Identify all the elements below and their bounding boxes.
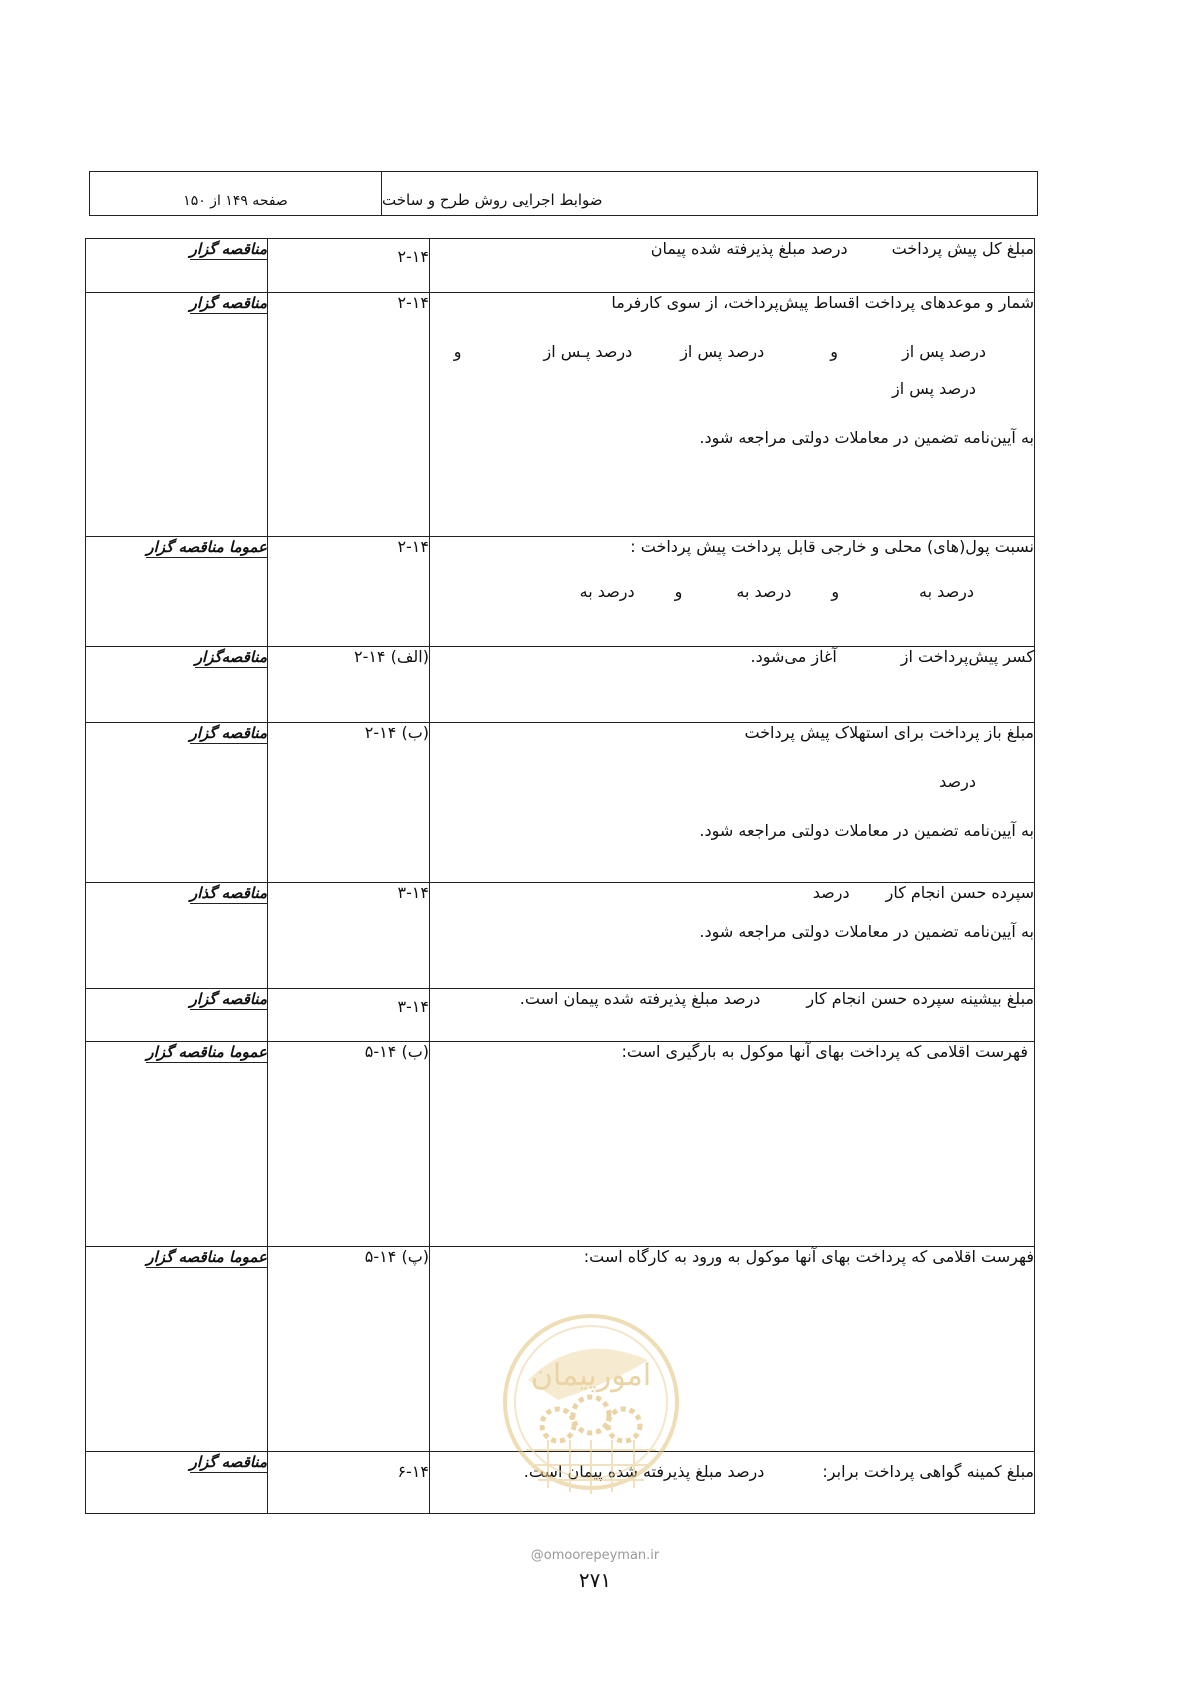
clause-ref: ۲-۱۴ xyxy=(268,293,430,537)
description-cell: سپرده حسن انجام کار درصد به آیین‌نامه تضمین در معاملات دولتی مراجعه شود. xyxy=(430,883,1035,989)
description-cell: مبلغ کمینه گواهی پرداخت برابر: درصد مبلغ پذیرفته شده پیمان است. xyxy=(430,1452,1035,1514)
description-cell: کسر پیش‌پرداخت از آغاز می‌شود. xyxy=(430,647,1035,723)
responsible-cell: مناقصه‌گزار xyxy=(86,647,268,723)
responsible-cell: عموما مناقصه گزار xyxy=(86,1247,268,1452)
watermark-text: امورپیمان xyxy=(530,1358,652,1393)
description-cell: نسبت پول(های) محلی و خارجی قابل پرداخت پیش پرداخت : درصد به و درصد به و درصد به xyxy=(430,537,1035,647)
clause-ref: ۲-۱۴ (ب) xyxy=(268,723,430,883)
responsible-cell: عموما مناقصه گزار xyxy=(86,537,268,647)
page-header xyxy=(89,171,1038,216)
table-row xyxy=(86,293,1035,537)
site-watermark: @omoorepeyman.ir xyxy=(530,1548,660,1563)
responsible-cell: مناقصه گزار xyxy=(86,1452,268,1514)
table-row xyxy=(86,1042,1035,1247)
page-info: صفحه ۱۴۹ از ۱۵۰ xyxy=(90,172,382,215)
clause-ref: ۳-۱۴ xyxy=(268,989,430,1042)
watermark-seal xyxy=(498,1310,684,1520)
responsible-cell: مناقصه گزار xyxy=(86,293,268,537)
description-cell: فهرست اقلامی که پرداخت بهای آنها موکول به ورود به کارگاه است: xyxy=(430,1247,1035,1452)
clause-ref: ۲-۱۴ xyxy=(268,239,430,293)
responsible-cell: مناقصه گزار xyxy=(86,723,268,883)
page-number: ۲۷۱ xyxy=(578,1568,612,1592)
table-row xyxy=(86,883,1035,989)
clause-ref: ۲-۱۴ (الف) xyxy=(268,647,430,723)
responsible-cell: مناقصه گزار xyxy=(86,239,268,293)
clause-ref: ۲-۱۴ xyxy=(268,537,430,647)
clause-ref: ۵-۱۴ (ب) xyxy=(268,1042,430,1247)
description-cell: مبلغ کل پیش پرداخت درصد مبلغ پذیرفته شده پیمان xyxy=(430,239,1035,293)
table-row xyxy=(86,239,1035,293)
responsible-cell: مناقصه گذار xyxy=(86,883,268,989)
table-row xyxy=(86,989,1035,1042)
description-cell: فهرست اقلامی که پرداخت بهای آنها موکول به بارگیری است: xyxy=(430,1042,1035,1247)
table-row xyxy=(86,647,1035,723)
description-cell: مبلغ بیشینه سپرده حسن انجام کار درصد مبلغ پذیرفته شده پیمان است. xyxy=(430,989,1035,1042)
document-title: ضوابط اجرایی روش طرح و ساخت xyxy=(382,191,603,209)
clause-ref: ۳-۱۴ xyxy=(268,883,430,989)
responsible-cell: عموما مناقصه گزار xyxy=(86,1042,268,1247)
clause-ref: ۵-۱۴ (پ) xyxy=(268,1247,430,1452)
description-cell: شمار و موعدهای پرداخت اقساط پیش‌پرداخت، از سوی کارفرما درصد پس از و درصد پس از درصد پـس از و درصد پس از به آیین‌نامه تضمین در معاملات دولتی مراجعه شود. xyxy=(430,293,1035,537)
table-row xyxy=(86,723,1035,883)
responsible-cell: مناقصه گزار xyxy=(86,989,268,1042)
table-row xyxy=(86,537,1035,647)
description-cell: مبلغ باز پرداخت برای استهلاک پیش پرداخت درصد به آیین‌نامه تضمین در معاملات دولتی مراجعه شود. xyxy=(430,723,1035,883)
clause-ref: ۶-۱۴ xyxy=(268,1452,430,1514)
